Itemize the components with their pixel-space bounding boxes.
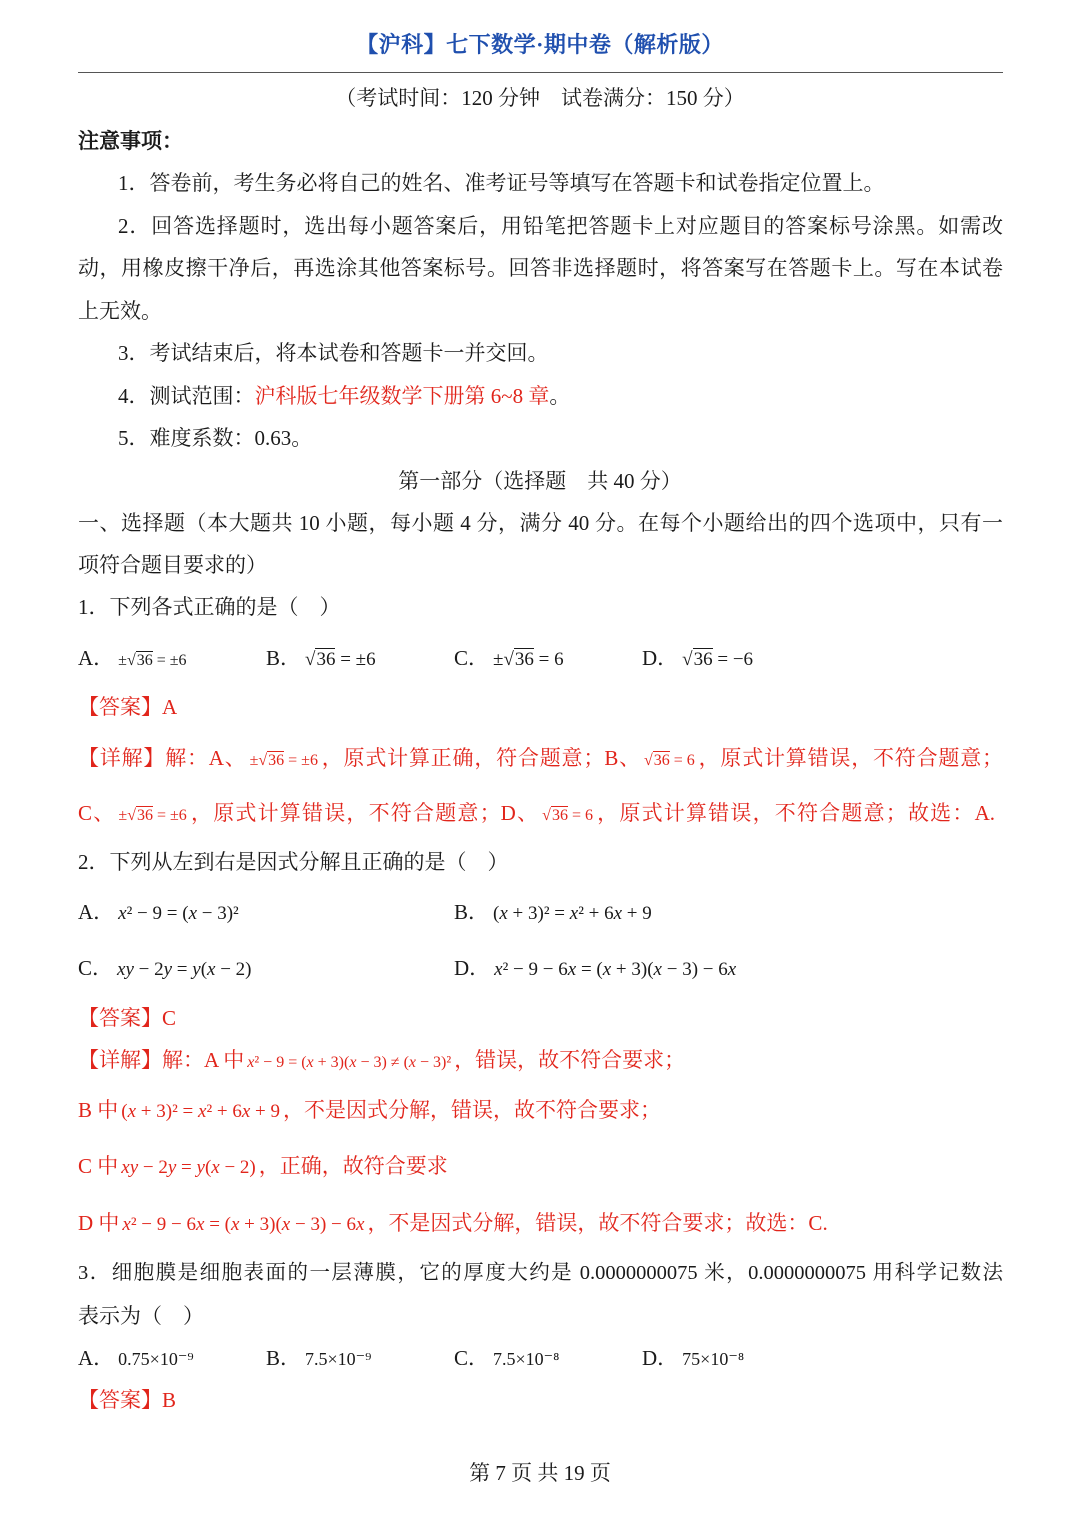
math-variable: x (727, 959, 737, 980)
radicand: 36 (268, 752, 285, 769)
question-2-stem: 2．下列从左到右是因式分解且正确的是（ ） (78, 850, 509, 874)
note-item-2-line-1: 2．回答选择题时，选出每小题答案后，用铅笔把答题卡上对应题目的答案标号涂黑。如需改 (118, 214, 1003, 238)
page-footer: 第 7 页 共 19 页 (469, 1461, 611, 1485)
detail-text: ，原式计算正确，符合题意；B、 (320, 746, 641, 770)
option-math: √36 = ±6 (305, 649, 376, 670)
question-1-option-b (266, 641, 376, 675)
option-label: A． (78, 646, 115, 670)
question-2-option-c (78, 951, 252, 985)
question-2-detail-line-3 (78, 1151, 448, 1181)
question-3-option-d (642, 1341, 744, 1375)
option-math: 0.75×10⁻⁹ (118, 1349, 194, 1369)
detail-text: ，不是因式分解，错误，故不符合要求； (283, 1098, 662, 1122)
question-3-stem-line-2: 表示为（ ） (78, 1304, 204, 1328)
note-item-2-line-2: 动，用橡皮擦干净后，再选涂其他答案标号。回答非选择题时，将答案写在答题卡上。写在本试卷 (78, 256, 1003, 280)
question-3-stem-line-1: 3．细胞膜是细胞表面的一层薄膜，它的厚度大约是 0.0000000075 米，0.0000000075 用科学记数法 (78, 1262, 1003, 1284)
detail-math: x² − 9 − 6x = (x + 3)(x − 3) − 6x (122, 1214, 365, 1235)
radical-sign: √ (682, 649, 693, 670)
detail-text: ，原式计算错误，不符合题意；故选：A. (595, 801, 995, 825)
detail-math: √36 = 6 (643, 752, 695, 769)
question-1-option-c (454, 641, 564, 675)
option-label: D． (454, 956, 491, 980)
option-label: C． (454, 646, 490, 670)
option-math: √36 = −6 (682, 649, 754, 670)
radical-sign: √ (542, 807, 551, 824)
math-variable: y (129, 1157, 139, 1178)
question-1-detail-line-2 (78, 798, 995, 828)
detail-text: C 中 (78, 1154, 119, 1178)
math-variable: x (230, 1214, 240, 1235)
section-intro-line-2: 项符合题目要求的） (78, 553, 267, 577)
detail-math: √36 = 6 (542, 807, 593, 824)
math-variable: x (127, 1101, 137, 1122)
math-variable: x (122, 1214, 131, 1235)
exam-info: （考试时间：120 分钟 试卷满分：150 分） (335, 86, 745, 110)
note-item-3: 3．考试结束后，将本试卷和答题卡一并交回。 (118, 341, 549, 365)
detail-math: (x + 3)² = x² + 6x + 9 (121, 1101, 281, 1122)
note-item-4 (118, 381, 570, 411)
question-3-answer: 【答案】B (78, 1388, 177, 1412)
detail-text: 【详解】解：A、 (78, 746, 247, 770)
note-item-1: 1．答卷前，考生务必将自己的姓名、准考证号等填写在答题卡和试卷指定位置上。 (118, 171, 885, 195)
math-variable: x (241, 1101, 251, 1122)
question-2-detail-line-4 (78, 1208, 828, 1238)
detail-math: x² − 9 = (x + 3)(x − 3) ≠ (x − 3)² (247, 1054, 452, 1071)
math-variable: x (188, 903, 198, 924)
radicand: 36 (551, 807, 568, 824)
math-variable: x (356, 1214, 365, 1235)
math-variable: x (567, 959, 577, 980)
detail-text: ，原式计算错误，不符合题意；D、 (189, 801, 540, 825)
part-title: 第一部分（选择题 共 40 分） (398, 469, 682, 493)
detail-text: C、 (78, 801, 116, 825)
question-3-option-b (266, 1341, 371, 1375)
radical-sign: √ (258, 752, 268, 769)
radicand: 36 (514, 649, 534, 670)
math-variable: x (499, 903, 508, 924)
question-2-option-d (454, 951, 736, 985)
detail-math: xy − 2y = y(x − 2) (121, 1157, 256, 1178)
note-item-4-suffix: 。 (549, 384, 571, 408)
radical-sign: √ (126, 652, 136, 669)
option-label: A． (78, 900, 115, 924)
question-1-detail-line-1 (78, 743, 1003, 773)
note-item-2-line-3: 上无效。 (78, 299, 162, 323)
radicand: 36 (653, 752, 670, 769)
math-variable: x (117, 959, 126, 980)
question-2-detail-line-2 (78, 1095, 661, 1125)
question-3-option-a (78, 1341, 194, 1375)
option-label: D． (642, 646, 679, 670)
option-math: xy − 2y = y(x − 2) (117, 959, 252, 980)
math-variable: x (653, 959, 662, 980)
option-math: (x + 3)² = x² + 6x + 9 (493, 903, 652, 924)
detail-text: ，原式计算错误，不符合题意； (697, 746, 1003, 770)
math-variable: x (207, 959, 216, 980)
header-divider (78, 72, 1003, 73)
detail-math: ±√36 = ±6 (249, 752, 318, 769)
notes-heading: 注意事项： (78, 129, 183, 153)
math-variable: x (198, 1101, 207, 1122)
radical-sign: √ (127, 807, 136, 824)
math-variable: x (408, 1054, 417, 1071)
question-1-option-d (642, 641, 753, 675)
question-1-option-a (78, 641, 187, 675)
math-variable: y (163, 959, 173, 980)
math-variable: x (602, 959, 612, 980)
detail-text: D 中 (78, 1211, 120, 1235)
math-variable: y (196, 1157, 205, 1178)
detail-text: 【详解】解：A 中 (78, 1048, 245, 1072)
question-2-option-a (78, 895, 239, 929)
radical-sign: √ (643, 752, 653, 769)
option-label: B． (266, 646, 302, 670)
detail-text: B 中 (78, 1098, 119, 1122)
option-math: 75×10⁻⁸ (682, 1349, 745, 1369)
option-math: ±√36 = 6 (493, 649, 564, 670)
page-header-title: 【沪科】七下数学·期中卷（解析版） (356, 32, 724, 57)
option-label: C． (454, 1346, 490, 1370)
math-variable: x (281, 1214, 291, 1235)
question-3-option-c (454, 1341, 559, 1375)
radical-sign: √ (305, 649, 316, 670)
math-variable: x (494, 959, 503, 980)
math-variable: x (349, 1054, 357, 1071)
math-variable: y (167, 1157, 177, 1178)
option-label: B． (266, 1346, 302, 1370)
option-math: x² − 9 − 6x = (x + 3)(x − 3) − 6x (494, 959, 737, 980)
math-variable: y (192, 959, 201, 980)
question-2-detail-line-1 (78, 1045, 685, 1075)
radical-sign: √ (503, 649, 514, 670)
section-intro-line-1: 一、选择题（本大题共 10 小题，每小题 4 分，满分 40 分。在每个小题给出的四个选项中，只有一 (78, 511, 1003, 535)
detail-text: ，错误，故不符合要求； (454, 1048, 686, 1072)
radicand: 36 (136, 807, 153, 824)
question-1-stem: 1．下列各式正确的是（ ） (78, 595, 341, 619)
math-variable: x (569, 903, 579, 924)
question-1-answer: 【答案】A (78, 695, 178, 719)
option-label: D． (642, 1346, 679, 1370)
option-label: B． (454, 900, 490, 924)
math-variable: x (118, 903, 127, 924)
note-item-5: 5．难度系数：0.63。 (118, 426, 313, 450)
option-label: A． (78, 1346, 115, 1370)
option-math: ±√36 = ±6 (118, 652, 187, 669)
math-variable: y (125, 959, 134, 980)
radicand: 36 (136, 652, 153, 669)
note-item-4-prefix: 4．测试范围： (118, 384, 255, 408)
option-math: x² − 9 = (x − 3)² (118, 903, 239, 924)
math-variable: x (211, 1157, 220, 1178)
option-label: C． (78, 956, 114, 980)
radicand: 36 (693, 649, 713, 670)
math-variable: x (613, 903, 623, 924)
detail-math: ±√36 = ±6 (118, 807, 187, 824)
math-variable: x (306, 1054, 314, 1071)
radicand: 36 (316, 649, 336, 670)
math-variable: x (121, 1157, 130, 1178)
detail-text: ，正确，故符合要求 (258, 1154, 448, 1178)
math-variable: x (247, 1054, 255, 1071)
detail-text: ，不是因式分解，错误，故不符合要求；故选：C. (367, 1211, 828, 1235)
question-2-answer: 【答案】C (78, 1006, 177, 1030)
option-math: 7.5×10⁻⁹ (305, 1349, 372, 1369)
test-scope-highlight: 沪科版七年级数学下册第 6~8 章 (254, 384, 550, 408)
option-math: 7.5×10⁻⁸ (493, 1349, 560, 1369)
question-2-option-b (454, 895, 652, 929)
math-variable: x (196, 1214, 205, 1235)
